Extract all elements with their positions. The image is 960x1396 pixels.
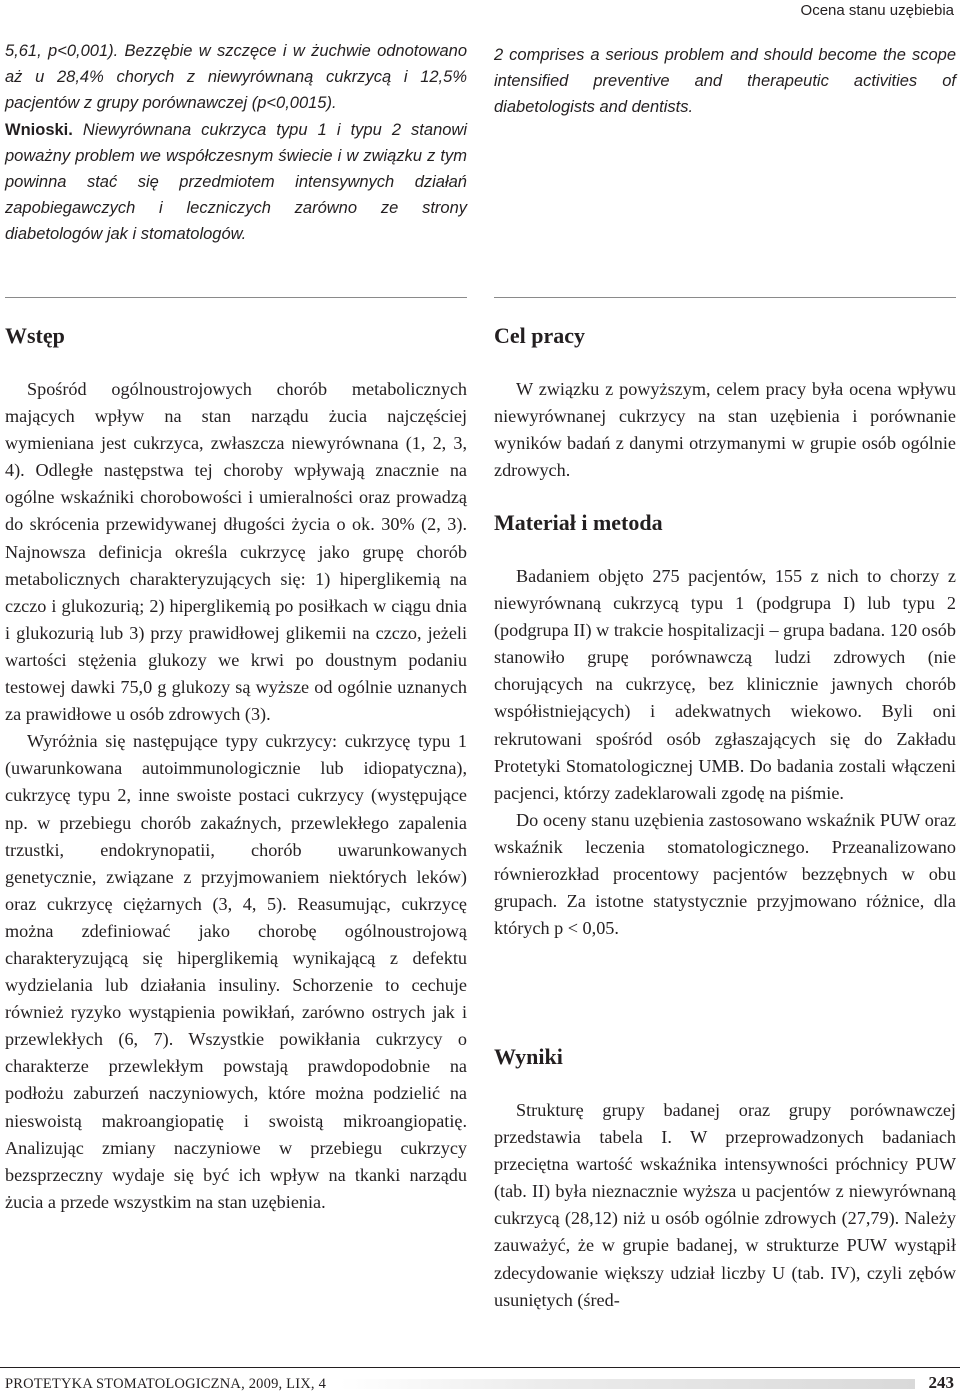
running-title: Ocena stanu uzębiebia bbox=[800, 2, 954, 19]
abstract-polish-tail bbox=[5, 38, 467, 248]
paragraph: Badaniem objęto 275 pacjentów, 155 z nich to chorzy z niewyrównaną cukrzycą typu 1 (podgrupa I) lub typu 2 (podgrupa II) w trakcie hospitalizacji – grupa badana. 120 osób stanowiło grupę porównawczą ludzi zdrowych (nie chorujących na cukrzycę, bez klinicznie jawnych chorób współistniejących) i adekwatnych wiekowo. Byli oni rekrutowani spośród osób zgłaszających się do Zakładu Protetyki Stomatologicznej UMB. Do badania zostali włączeni pacjenci, którzy zadeklarowali zgodę na piśmie. bbox=[494, 566, 956, 803]
section-divider-right bbox=[494, 297, 956, 298]
paragraph: Do oceny stanu uzębienia zastosowano wskaźnik PUW oraz wskaźnik leczenia stomatologicznego. Przeanalizowano równierozkład procentowy pacjentów bezzębnych w obu grupach. Za istotne statystycznie przyjmowano różnice, dla których p < 0,05. bbox=[494, 809, 956, 939]
footer-journal-citation: PROTETYKA STOMATOLOGICZNA, 2009, LIX, 4 bbox=[5, 1376, 327, 1392]
paragraph: Wyróżnia się następujące typy cukrzycy: cukrzycę typu 1 (uwarunkowana autoimmunologicznie lub idiopatyczna), cukrzycę typu 2, inne swoiste postaci cukrzycy (występujące np. w przebiegu chorób zakaźnych, przewlekłego zapalenia trzustki, endokrynopatii, chorób uwarunkowanych genetycznie, związane z przyjmowaniem niektórych leków) oraz cukrzycę ciężarnych (3, 4, 5). Reasumując, cukrzycę można zdefiniować jako chorobę ogólnoustrojową charakteryzującą się hiperglikemią wynikającą z defektu wydzielania lub działania insuliny. Schorzenie to cechuje również ryzyko wystąpienia powikłań, zarówno ostrych jak i przewlekłych (6, 7). Wszystkie powikłania cukrzycy o charakterze przewlekłym powstają prawdopodobnie na podłożu zaburzeń naczyniowych, które można podzielić na nieswoistą makroangiopatię i swoistą mikroangiopatię. Analizując zmiany naczyniowe w przebiegu cukrzycy bezsprzeczny wydaje się być ich wpływ na tkanki narządu żucia a przede wszystkim na stan uzębienia. bbox=[5, 731, 467, 1212]
conclusions-text: Niewyrównana cukrzyca typu 1 i typu 2 stanowi poważny problem we współczesnym świecie i w związku z tym powinna stać się przedmiotem intensywnych działań zapobiegawczych i leczniczych zarówno ze strony diabetologów jak i stomatologów. bbox=[5, 120, 467, 244]
section-body-material-i-metoda bbox=[494, 563, 956, 942]
section-heading-material-i-metoda: Materiał i metoda bbox=[494, 510, 663, 535]
footer-gradient-bar bbox=[340, 1379, 915, 1389]
section-divider-left bbox=[5, 297, 467, 298]
conclusions-label: Wnioski. bbox=[5, 120, 73, 139]
paragraph: Spośród ogólnoustrojowych chorób metabolicznych mających wpływ na stan narządu żucia najczęściej wymieniana jest cukrzyca, zwłaszcza niewyrównana (1, 2, 3, 4). Odległe następstwa tej choroby wpływają znacznie na ogólne wskaźniki chorobowości i umieralności oraz prowadzą do skrócenia przewidywanej długości życia o ok. 30% (2, 3). Najnowsza definicja określa cukrzycę jako grupę chorób metabolicznych charakteryzujących się: 1) hiperglikemią na czczo i glukozurią; 2) hiperglikemią po posiłkach w ciągu dnia i glukozurią lub 3) przy prawidłowej glikemii na czczo, jeżeli wartości stężenia glukozy we krwi po doustnym podaniu testowej dawki 75,0 g glukozy są wyższe od ogólnie uznanych za prawidłowe u osób zdrowych (3). bbox=[5, 379, 467, 725]
section-heading-wyniki: Wyniki bbox=[494, 1044, 563, 1069]
paragraph: W związku z powyższym, celem pracy była ocena wpływu niewyrównanej cukrzycy na stan uzębienia i porównanie wyników badań z danymi otrzymanymi w grupie osób ogólnie zdrowych. bbox=[494, 379, 956, 481]
section-body-cel-pracy bbox=[494, 376, 956, 484]
abstract-english-text: 2 comprises a serious problem and should become the scope intensified preventive and therapeutic activities of diabetologists and dentists. bbox=[494, 46, 956, 117]
section-body-wstep bbox=[5, 376, 467, 1216]
section-body-wyniki bbox=[494, 1097, 956, 1314]
abstract-english-tail bbox=[494, 42, 956, 121]
paragraph: Strukturę grupy badanej oraz grupy porównawczej przedstawia tabela I. W przeprowadzonych badaniach przeciętna wartość wskaźnika intensywności próchnicy PUW (tab. II) była nieznacznie wyższa u pacjentów z niewyrównaną cukrzycą (28,12) niż u osób ogólnie zdrowych (27,79). Należy zauważyć, że w grupie badanej, w strukturze PUW wystąpił zdecydowanie większy udział liczby U (tab. IV), czyli zębów usuniętych (śred- bbox=[494, 1100, 956, 1310]
abstract-results-tail: 5,61, p<0,001). Bezzębie w szczęce i w żuchwie odnotowano aż u 28,4% chorych z niewyrównaną cukrzycą i 12,5% pacjentów z grupy porównawczej (p<0,0015). bbox=[5, 42, 467, 113]
section-heading-wstep: Wstęp bbox=[5, 323, 65, 348]
page-number: 243 bbox=[928, 1373, 954, 1392]
footer-rule bbox=[0, 1367, 960, 1368]
section-heading-cel-pracy: Cel pracy bbox=[494, 323, 586, 348]
